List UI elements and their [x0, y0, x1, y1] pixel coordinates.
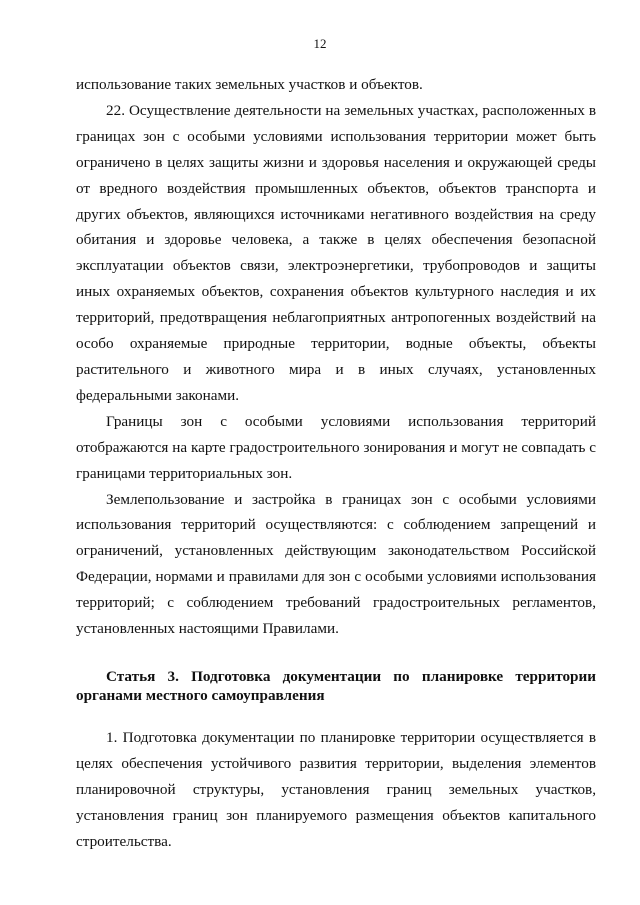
- article-paragraph-1: 1. Подготовка документации по планировке территории осуществляется в целях обеспечения устойчивого развития территории, выделения элементов планировочной структуры, установления границ земельных участков, установления границ зон планируемого размещения объектов капитального строительства.: [76, 728, 596, 850]
- page-number: 12: [313, 36, 327, 51]
- paragraph-continuation: использование таких земельных участков и объектов.: [76, 76, 423, 93]
- paragraph-zone-boundaries: Границы зон с особыми условиями использования территорий отображаются на карте градостроительного зонирования и могут не совпадать с границами территориальных зон.: [76, 412, 596, 482]
- paragraph-item-22: 22. Осуществление деятельности на земельных участках, расположенных в границах зон с особыми условиями использования территории может быть ограничено в целях защиты жизни и здоровья населения и окружающей среды от вредного воздействия промышленных объектов, объектов транспорта и других объектов, являющихся источниками негативного воздействия на среду обитания и здоровье человека, а также в целях обеспечения безопасной эксплуатации объектов связи, электроэнергетики, трубопроводов и защиты иных охраняемых объектов, сохранения объектов культурного наследия и их территорий, предотвращения неблагоприятных антропогенных воздействий на особо охраняемые природные территории, водные объекты, объекты растительного и животного мира и в иных случаях, установленных федеральными законами.: [76, 101, 596, 404]
- article-heading: Статья 3. Подготовка документации по планировке территории органами местного самоуправления: [76, 667, 596, 704]
- paragraph-land-use: Землепользование и застройка в границах зон с особыми условиями использования территорий осуществляются: с соблюдением запрещений и ограничений, установленных действующим законодательством Российской Федерации, нормами и правилами для зон с особыми условиями использования территорий; с соблюдением требований градостроительных регламентов, установленных настоящими Правилами.: [76, 490, 596, 638]
- document-body: [76, 72, 596, 854]
